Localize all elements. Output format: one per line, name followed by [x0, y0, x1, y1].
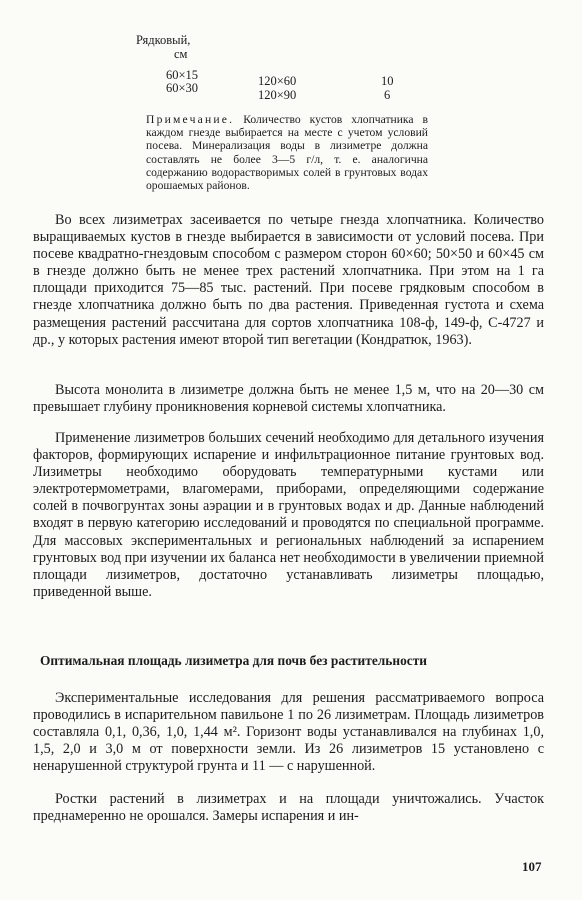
- paragraph: Ростки растений в лизиметрах и на площади уничтожались. Участок преднамеренно не орошался. Замеры испарения и ин-: [33, 791, 544, 825]
- paragraph: Во всех лизиметрах засеивается по четыре гнезда хлопчатника. Количество выращиваемых кустов в гнезде выбирается в зависимости от условий посева. При посеве квадратно-гнездовым способом с размером сторон 60×60; 50×50 и 60×45 см в гнезде должно быть не менее трех растений хлопчатника. При этом на 1 га площади приходится 75—85 тыс. растений. При посеве грядковым способом в гнезде хлопчатника должно быть по два растения. Приведенная густота и схема размещения растений рассчитана для сортов хлопчатника 108-ф, 149-ф, С-4727 и др., у которых растения имеют второй тип вегетации (Кондратюк, 1963).: [33, 212, 544, 348]
- note-text: Количество кустов хлопчатника в каждом гнезде выбирается на месте с учетом условий посева. Минерализация воды в лизиметре должна составлять не более 3—5 г/л, т. е. аналогична содержанию водорастворимых солей в грунтовых водах орошаемых районов.: [146, 113, 428, 193]
- table-cell: 120×90: [258, 88, 297, 102]
- note-lead: Примечание.: [146, 113, 235, 126]
- paragraph: Экспериментальные исследования для решения рассматриваемого вопроса проводились в испарительном павильоне 1 по 26 лизиметрам. Площадь лизиметров составляла 0,1, 0,36, 1,0, 1,44 м². Горизонт воды устанавливался на глубинах 1,0, 1,5, 2,0 и 3,0 м от поверхности земли. Из 26 лизиметров 15 установлено с ненарушенной структурой грунта и 11 — с нарушенной.: [33, 690, 544, 775]
- table-row-header-line2: см: [174, 47, 188, 61]
- section-heading: Оптимальная площадь лизиметра для почв без растительности: [40, 653, 428, 668]
- paragraph: Применение лизиметров больших сечений необходимо для детального изучения факторов, формирующих испарение и инфильтрационное питание грунтовых вод. Лизиметры необходимо оборудовать температурными кустами или электротермометрами, влагомерами, приборами, определяющими содержание солей в почвогрунтах зоны аэрации и в грунтовых водах и др. Данные наблюдений входят в первую категорию исследований и проводятся по специальной программе. Для массовых экспериментальных и региональных наблюдений за испарением грунтовых вод при изучении их баланса нет необходимости в увеличении приемной площади лизиметров, достаточно устанавливать лизиметры площадью, приведенной выше.: [33, 430, 544, 600]
- table-cell: 10: [381, 74, 394, 88]
- table-cell: 60×30: [166, 81, 199, 95]
- table-cell: 120×60: [258, 74, 297, 88]
- table-cell: 60×15: [166, 68, 199, 82]
- page-number: 107: [522, 859, 542, 874]
- table-note: [146, 113, 428, 192]
- table-row-header-line1: Рядковый,: [136, 33, 191, 47]
- table-cell: 6: [384, 88, 391, 102]
- paragraph: Высота монолита в лизиметре должна быть не менее 1,5 м, что на 20—30 см превышает глубину проникновения корневой системы хлопчатника.: [33, 382, 544, 416]
